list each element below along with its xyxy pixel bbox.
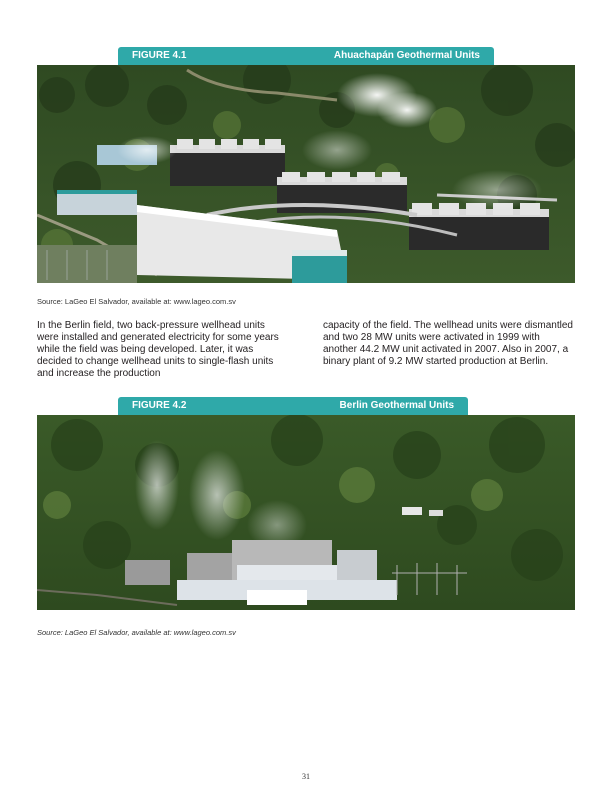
body-text-left: In the Berlin field, two back-pressure wellhead units were installed and generated electricity for some years while the field was being developed. Later, it was decided to change wellhead units to single-flash units and increase the production <box>37 320 279 379</box>
figure-4-1-source: Source: LaGeo El Salvador, available at: www.lageo.com.sv <box>37 297 236 306</box>
figure-4-1-photo <box>37 65 575 283</box>
figure-4-2-label: FIGURE 4.2 <box>132 400 187 411</box>
body-text-right: capacity of the field. The wellhead units were dismantled and two 28 MW units were activated in 1999 with another 44.2 MW unit activated in 2007. Also in 2007, a binary plant of 9.2 MW started production at Berlin. <box>323 320 573 367</box>
figure-4-2-header <box>118 397 468 415</box>
figure-4-2-title: Berlin Geothermal Units <box>339 400 454 411</box>
figure-4-1-label: FIGURE 4.1 <box>132 50 187 61</box>
figure-4-1-header <box>118 47 494 65</box>
figure-4-2-photo <box>37 415 575 610</box>
page-number: 31 <box>302 772 310 781</box>
figure-4-1-title: Ahuachapán Geothermal Units <box>333 50 480 61</box>
figure-4-2-source: Source: LaGeo El Salvador, available at: www.lageo.com.sv <box>37 628 236 637</box>
